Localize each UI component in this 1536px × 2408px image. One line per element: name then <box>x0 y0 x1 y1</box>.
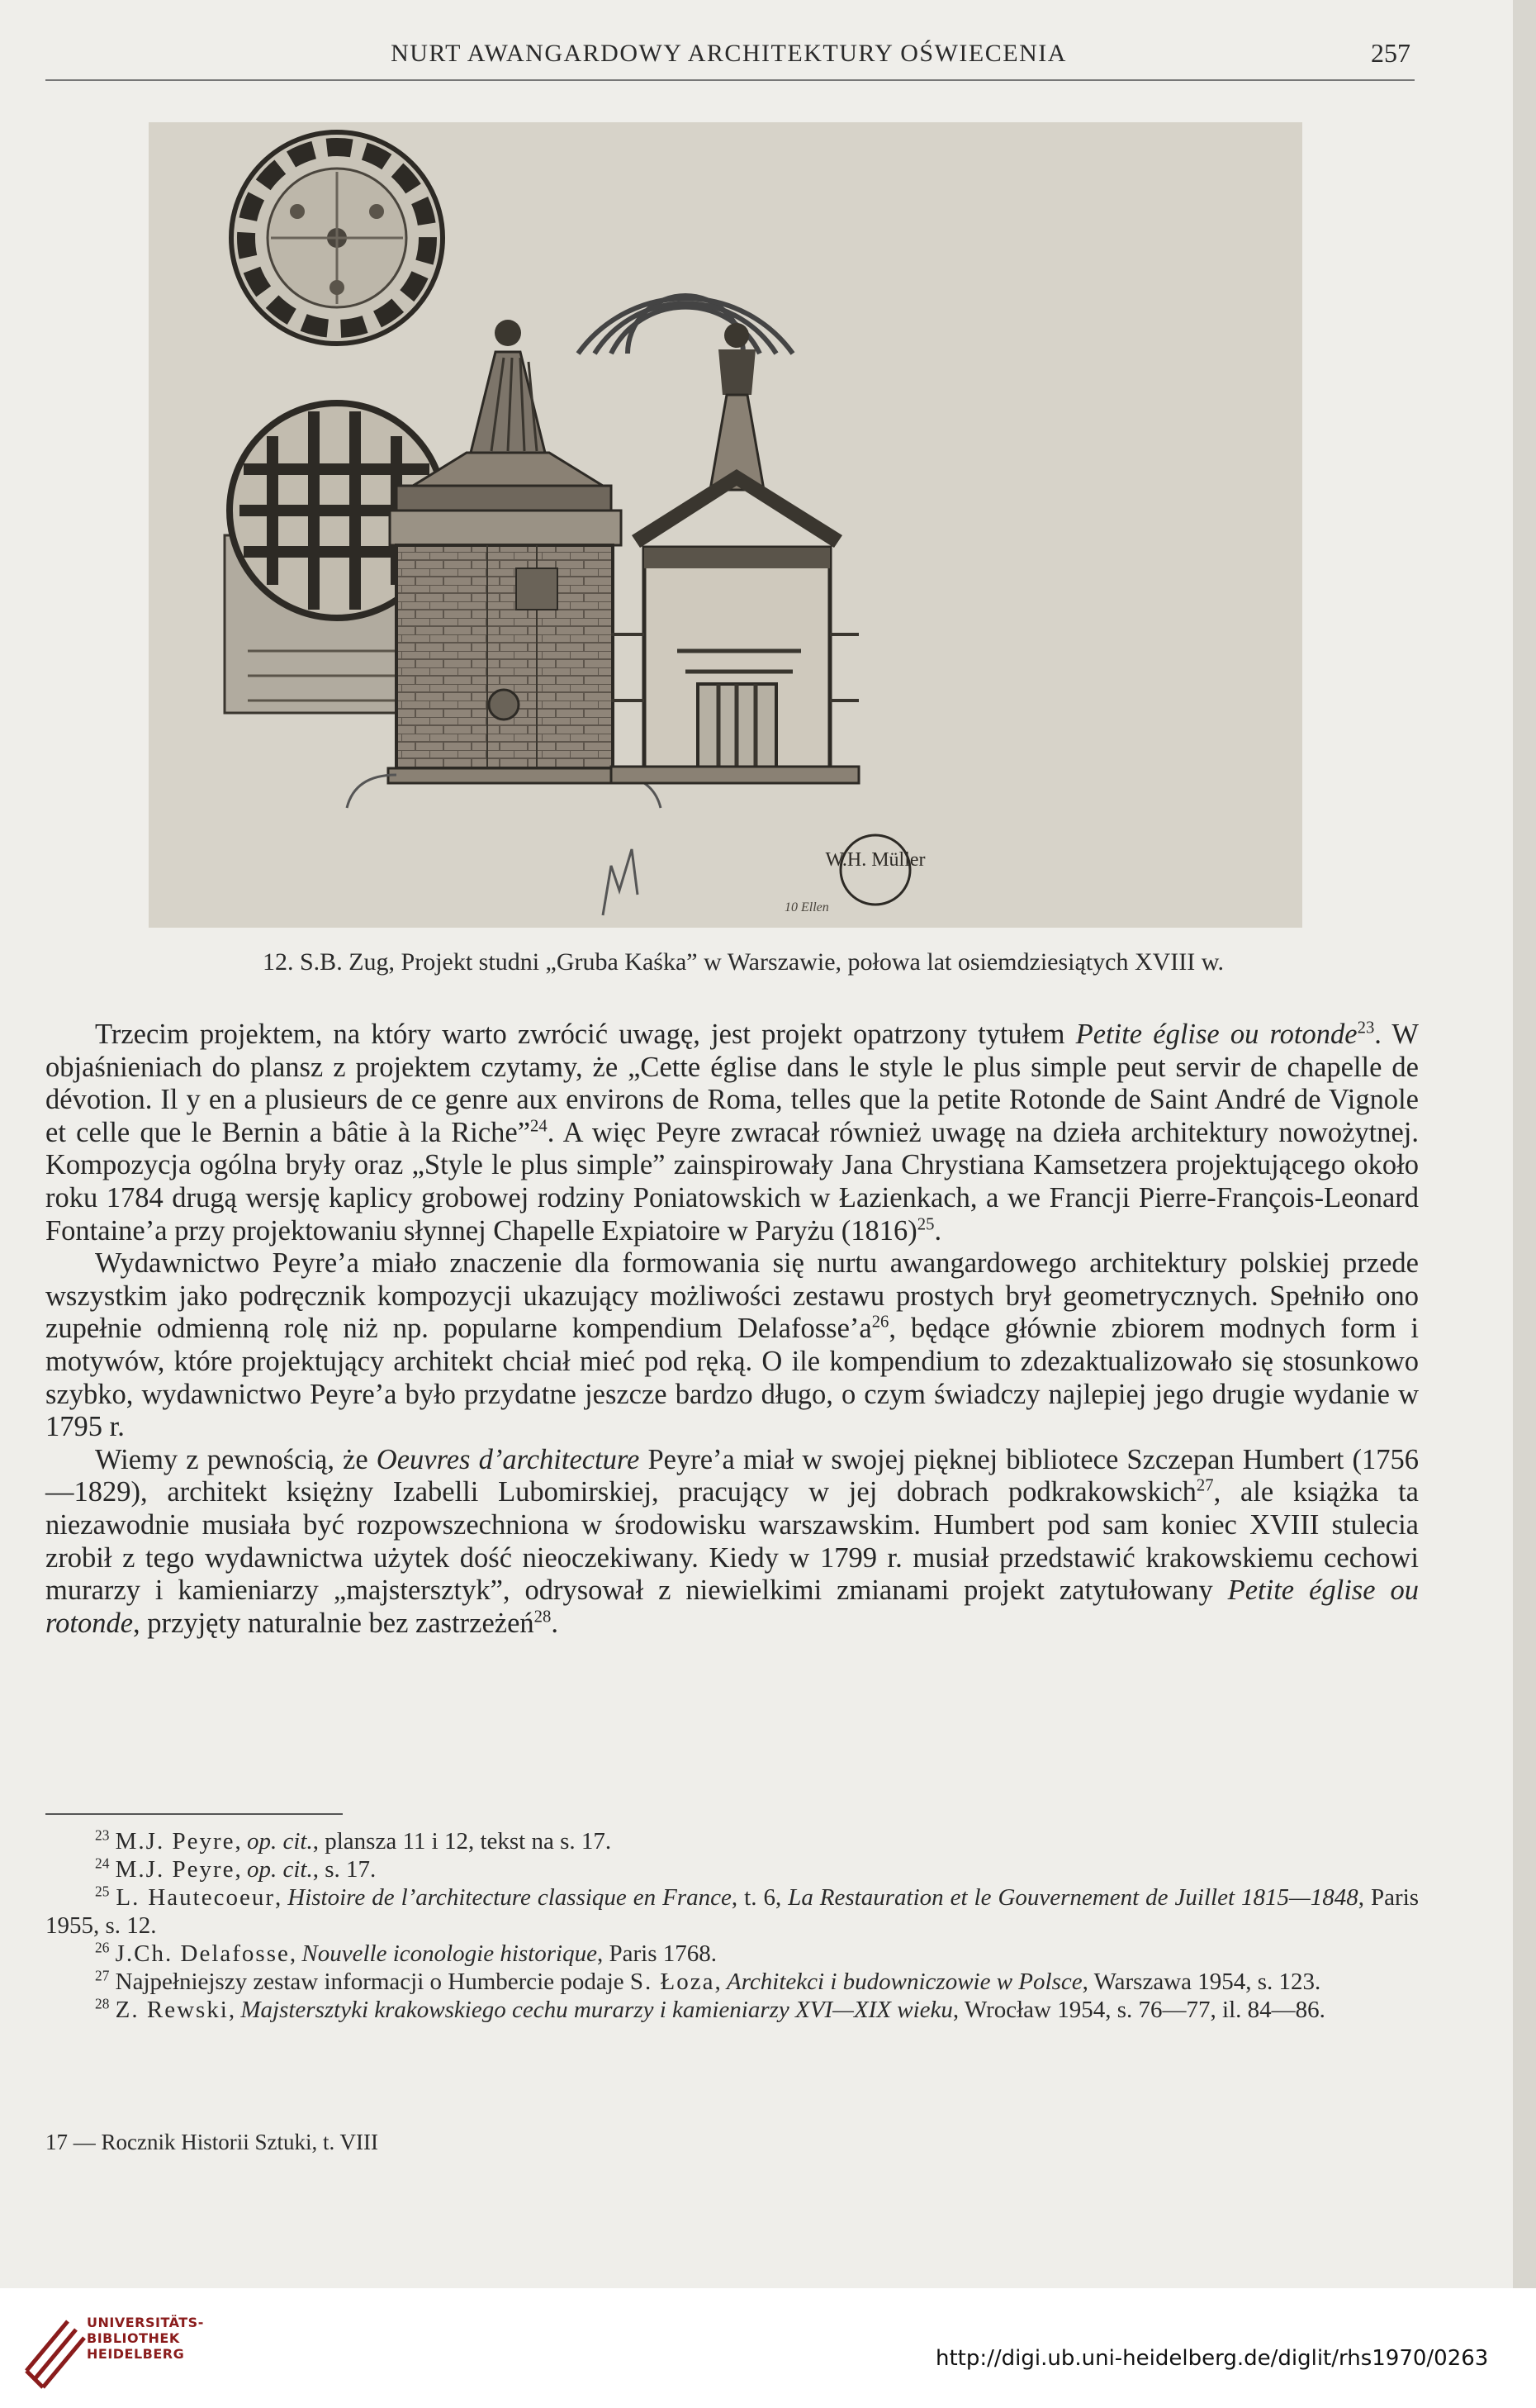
text-run <box>109 1997 115 2023</box>
text-run: , Paris 1768. <box>596 1940 717 1967</box>
text-run: L. Hautecoeur <box>116 1884 275 1911</box>
text-run: Majstersztyki krakowskiego cechu murarzy i kamieniarzy XVI—XIX wieku <box>240 1997 953 2023</box>
footnote-23 <box>45 1827 1419 1855</box>
text-run: S. Łoza <box>629 1969 715 1995</box>
footnote-ref: 26 <box>95 1939 110 1956</box>
footnote-ref: 28 <box>95 1995 110 2012</box>
figure-caption: 12. S.B. Zug, Projekt studni „Gruba Kaśka” w Warszawie, połowa lat osiemdziesiątych XVIII w. <box>263 948 1224 976</box>
text-run: Histoire de l’architecture classique en France <box>287 1884 732 1911</box>
footnote-ref: 28 <box>533 1608 552 1627</box>
text-run: , przyjęty naturalnie bez zastrzeżeń <box>133 1607 534 1639</box>
text-run: Petite église ou rotonde <box>1075 1019 1358 1050</box>
text-run: Nouvelle iconologie historique <box>301 1940 597 1967</box>
text-run: Oeuvres d’architecture <box>376 1443 640 1475</box>
header-rule <box>45 79 1415 81</box>
footnote-ref: 23 <box>1357 1019 1375 1038</box>
text-run: , plansza 11 i 12, tekst na s. 17. <box>312 1828 612 1855</box>
text-run: , <box>714 1969 727 1995</box>
library-emblem-icon <box>26 2321 84 2387</box>
page-edge <box>1513 0 1536 2288</box>
footnote-ref: 27 <box>1196 1476 1214 1495</box>
text-run: M.J. Peyre <box>115 1828 235 1855</box>
footnote-ref: 23 <box>95 1826 110 1844</box>
text-run: , Warszawa 1954, s. 123. <box>1082 1969 1321 1995</box>
running-title: NURT AWANGARDOWY ARCHITEKTURY OŚWIECENIA <box>391 40 1067 67</box>
text-run: , <box>275 1884 288 1911</box>
source-url-link[interactable]: http://digi.ub.uni-heidelberg.de/diglit/rhs1970/0263 <box>936 2346 1489 2371</box>
text-run: , ale książka ta niezawodnie musiała być rozpowszechniona w środowisku warszawskim. Humbert pod sam koniec XVIII stulecia zrobił z tego wydawnictwa użytek dość nieoczekiwany. Kiedy w 1799 r. musiał przedstawić krakowskiemu cechowi murarzy i kamieniarzy „majstersztyk”, odrysował z niewielkimi zmianami projekt zatytułowany <box>45 1476 1419 1607</box>
footnote-ref: 27 <box>95 1967 110 1984</box>
text-run: , będące głównie zbiorem modnych form i motywów, które projektujący architekt chciał mieć pod ręką. O ile kompendium to zdezaktualizowało się stosunkowo szybko, wydawnictwo Peyre’a było przydatne jeszcze bardzo długo, o czym świadczy najlepiej jego drugie wydanie w 1795 r. <box>45 1313 1419 1443</box>
text-run: , <box>235 1856 247 1883</box>
text-run: M.J. Peyre <box>115 1856 235 1883</box>
library-line-3: HEIDELBERG <box>87 2346 185 2362</box>
footnote-27 <box>45 1968 1419 1996</box>
footnote-rule <box>45 1813 343 1815</box>
text-run: Z. Rewski <box>115 1997 229 2023</box>
text-run: , Paris 1955, s. 12. <box>45 1884 1420 1939</box>
text-run: op. cit. <box>247 1828 313 1855</box>
text-run: Wiemy z pewnością, że <box>95 1443 377 1475</box>
text-run: La Restauration et le Gouvernement de Juillet 1815—1848 <box>788 1884 1358 1911</box>
text-run: Architekci i budowniczowie w Polsce <box>727 1969 1083 1995</box>
text-run: Petite église ou rotonde <box>45 1574 1419 1639</box>
footnote-25 <box>45 1883 1419 1940</box>
text-run: , Wrocław 1954, s. 76—77, il. 84—86. <box>952 1997 1325 2023</box>
text-run: Trzecim projektem, na który warto zwrócić uwagę, jest projekt opatrzony tytułem <box>95 1019 1076 1050</box>
paragraph-1 <box>45 1019 1419 1247</box>
paragraph-3 <box>45 1444 1419 1641</box>
text-run: . A więc Peyre zwracał również uwagę na dzieła architektury nowożytnej. Kompozycja ogólna bryły oraz „Style le plus simple” zainspirowały Jana Chrystiana Kamsetzera projektującego około roku 1784 drugą wersję kaplicy grobowej rodziny Poniatowskich w Łazienkach, a we Francji Pierre-François-Leonard Fontaine’a przy projektowaniu słynnej Chapelle Expiatoire w Paryżu (1816) <box>45 1116 1419 1247</box>
text-run: op. cit. <box>247 1856 313 1883</box>
text-run <box>109 1940 115 1967</box>
text-run: , s. 17. <box>312 1856 377 1883</box>
text-run <box>109 1856 115 1883</box>
text-run: , <box>228 1997 241 2023</box>
stamp-text: W.H. Müller <box>825 849 926 871</box>
figure-drawing <box>149 122 1302 928</box>
footnote-28 <box>45 1996 1419 2024</box>
text-run: , t. 6, <box>731 1884 789 1911</box>
library-line-1: UNIVERSITÄTS- <box>87 2315 204 2330</box>
footnotes <box>45 1827 1419 2024</box>
text-run <box>109 1828 115 1855</box>
footnote-24 <box>45 1855 1419 1883</box>
text-run: J.Ch. Delafosse <box>115 1940 290 1967</box>
text-run: . <box>551 1607 558 1639</box>
library-name <box>87 2315 204 2362</box>
plan-top <box>231 132 443 344</box>
footnote-26 <box>45 1940 1419 1968</box>
signature-line: 17 — Rocznik Historii Sztuki, t. VIII <box>45 2130 378 2154</box>
footnote-ref: 24 <box>95 1855 110 1872</box>
paragraph-2 <box>45 1247 1419 1444</box>
text-run: . W objaśnieniach do plansz z projektem czytamy, że „Cette église dans le style le plus simple peut servir de chapelle de dévotion. Il y en a plusieurs de ce genre aux environs de Roma, telles que la petite Rotonde de Saint André de Vignole et celle que le Bernin a bâtie à la Riche” <box>45 1019 1419 1148</box>
body-text <box>45 1019 1419 1640</box>
footnote-ref: 24 <box>530 1117 548 1136</box>
text-run: Najpełniejszy zestaw informacji o Humbercie podaje <box>109 1969 630 1995</box>
footnote-ref: 25 <box>95 1883 110 1900</box>
library-line-2: BIBLIOTHEK <box>87 2330 180 2346</box>
footnote-ref: 25 <box>917 1215 935 1234</box>
text-run: Wydawnictwo Peyre’a miało znaczenie dla formowania się nurtu awangardowego architektury polskiej przede wszystkim jako podręcznik kompozycji ukazujący możliwości zestawu prostych brył geometrycznych. Spełniło ono zupełnie odmienną rolę niż np. popularne kompendium Delafosse’a <box>45 1247 1419 1345</box>
text-run: , <box>235 1828 247 1855</box>
annotation-note: 10 Ellen <box>785 900 829 914</box>
text-run: Peyre’a miał w swojej pięknej bibliotece Szczepan Humbert (1756—1829), architekt księżny Izabelli Lubomirskiej, pracujący w jej dobrach podkrakowskich <box>45 1443 1419 1508</box>
text-run: , <box>289 1940 302 1967</box>
text-run: . <box>934 1214 942 1247</box>
page-number: 257 <box>1371 38 1410 68</box>
footnote-ref: 26 <box>871 1313 889 1332</box>
